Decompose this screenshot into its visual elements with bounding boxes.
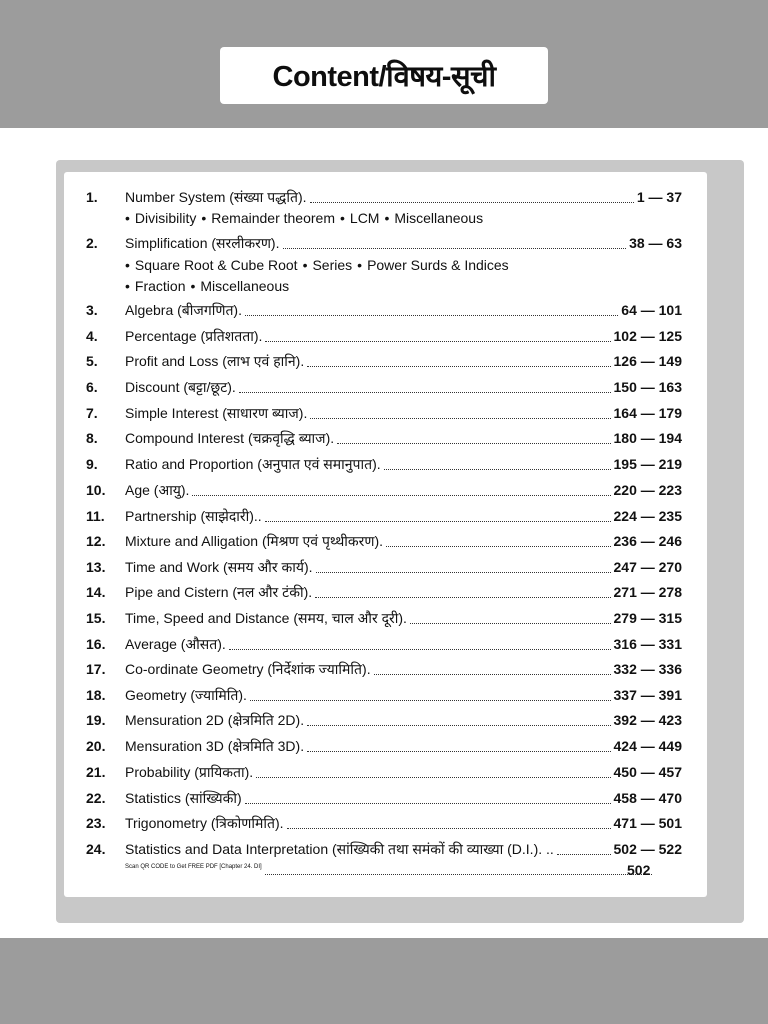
bullet-icon: • bbox=[384, 210, 390, 226]
toc-entry-number: 12. bbox=[86, 533, 106, 549]
subtopic-item: Remainder theorem bbox=[211, 210, 335, 226]
toc-entry-pages: 195 — 219 bbox=[613, 456, 682, 472]
toc-entry-number: 5. bbox=[86, 353, 98, 369]
leader-dots bbox=[250, 700, 611, 701]
bullet-icon: • bbox=[201, 210, 207, 226]
toc-entry-pages: 164 — 179 bbox=[613, 405, 682, 421]
leader-dots bbox=[310, 418, 610, 419]
toc-entry-number: 23. bbox=[86, 815, 106, 831]
leader-dots bbox=[283, 248, 627, 249]
toc-entry-number: 14. bbox=[86, 584, 106, 600]
toc-entry-topic: Partnership (साझेदारी).. bbox=[125, 508, 262, 524]
toc-entry-number: 3. bbox=[86, 302, 98, 318]
toc-entry bbox=[86, 711, 682, 733]
toc-entry-topic: Time and Work (समय और कार्य). bbox=[125, 559, 313, 575]
leader-dots bbox=[245, 315, 618, 316]
toc-entry-pages: 1 — 37 bbox=[636, 189, 682, 205]
toc-entry-pages: 392 — 423 bbox=[613, 712, 682, 728]
toc-entry-topic: Statistics (सांख्यिकी) bbox=[125, 790, 242, 806]
leader-dots bbox=[287, 828, 611, 829]
toc-entry bbox=[86, 609, 682, 631]
toc-entry-pages: 220 — 223 bbox=[613, 482, 682, 498]
leader-dots bbox=[374, 674, 611, 675]
toc-entry-number: 8. bbox=[86, 430, 98, 446]
toc-entry-pages: 247 — 270 bbox=[613, 559, 682, 575]
toc-entry-pages: 316 — 331 bbox=[613, 636, 682, 652]
toc-entry-number: 9. bbox=[86, 456, 98, 472]
footer-band bbox=[0, 938, 768, 1024]
leader-dots bbox=[307, 366, 610, 367]
toc-entry bbox=[86, 352, 682, 374]
toc-entry-number: 22. bbox=[86, 790, 106, 806]
toc-entry-pages: 64 — 101 bbox=[621, 302, 682, 318]
toc-entry bbox=[86, 840, 682, 862]
toc-entry-pages: 502 — 522 bbox=[613, 841, 682, 857]
toc-entry bbox=[86, 378, 682, 400]
toc-entry bbox=[86, 789, 682, 811]
bullet-icon: • bbox=[190, 278, 196, 294]
toc-entry bbox=[86, 532, 682, 554]
toc-entry-topic: Mensuration 3D (क्षेत्रमिति 3D). bbox=[125, 738, 305, 754]
subtopic-item: Divisibility bbox=[134, 210, 197, 226]
toc-entry bbox=[86, 660, 682, 682]
toc-entry bbox=[86, 455, 682, 477]
toc-entry-topic: Number System (संख्या पद्धति). bbox=[125, 189, 307, 205]
qr-note-row bbox=[125, 864, 655, 880]
toc-entry-pages: 224 — 235 bbox=[613, 508, 682, 524]
bullet-icon: • bbox=[302, 257, 308, 273]
leader-dots bbox=[557, 854, 611, 855]
bullet-icon: • bbox=[125, 278, 130, 294]
toc-entry-topic: Probability (प्रायिकता). bbox=[125, 764, 254, 780]
bullet-icon: • bbox=[125, 257, 130, 273]
bullet-icon: • bbox=[357, 257, 363, 273]
toc-entry-pages: 180 — 194 bbox=[613, 430, 682, 446]
subtopic-line bbox=[125, 257, 514, 273]
leader-dots bbox=[265, 521, 611, 522]
toc-entry-pages: 279 — 315 bbox=[613, 610, 682, 626]
toc-entry-topic: Pipe and Cistern (नल और टंकी). bbox=[125, 584, 313, 600]
toc-entry bbox=[86, 429, 682, 451]
page-title: Content/विषय-सूची bbox=[272, 61, 496, 93]
toc-entry-topic: Age (आयु). bbox=[125, 482, 190, 498]
toc-entry-topic: Co-ordinate Geometry (निर्देशांक ज्यामिति). bbox=[125, 661, 371, 677]
subtopic-item: LCM bbox=[349, 210, 380, 226]
leader-dots bbox=[229, 649, 611, 650]
toc-entry-topic: Mensuration 2D (क्षेत्रमिति 2D). bbox=[125, 712, 305, 728]
qr-note-page: 502 bbox=[627, 862, 651, 878]
toc-entry bbox=[86, 763, 682, 785]
toc-entry bbox=[86, 583, 682, 605]
toc-entry bbox=[86, 507, 682, 529]
toc-entry-topic: Simplification (सरलीकरण). bbox=[125, 235, 280, 251]
bullet-icon: • bbox=[125, 210, 130, 226]
leader-dots bbox=[315, 597, 610, 598]
toc-entry-pages: 450 — 457 bbox=[613, 764, 682, 780]
toc-entry-topic: Percentage (प्रतिशतता). bbox=[125, 328, 263, 344]
leader-dots bbox=[316, 572, 611, 573]
toc-entry-topic: Ratio and Proportion (अनुपात एवं समानुपात). bbox=[125, 456, 381, 472]
leader-dots bbox=[386, 546, 610, 547]
toc-entry bbox=[86, 327, 682, 349]
toc-entry-number: 10. bbox=[86, 482, 106, 498]
title-box bbox=[220, 47, 548, 104]
toc-entry-pages: 458 — 470 bbox=[613, 790, 682, 806]
leader-dots bbox=[310, 202, 634, 203]
subtopic-item: Fraction bbox=[134, 278, 186, 294]
leader-dots bbox=[410, 623, 611, 624]
subtopic-line bbox=[125, 210, 488, 226]
toc-entry-number: 16. bbox=[86, 636, 106, 652]
leader-dots bbox=[192, 495, 610, 496]
toc-entry-number: 15. bbox=[86, 610, 106, 626]
toc-entry-topic: Discount (बट्टा/छूट). bbox=[125, 379, 236, 395]
toc-entry-number: 17. bbox=[86, 661, 106, 677]
toc-entry-pages: 236 — 246 bbox=[613, 533, 682, 549]
toc-entry-number: 24. bbox=[86, 841, 106, 857]
toc-entry-pages: 332 — 336 bbox=[613, 661, 682, 677]
subtopic-item: Power Surds & Indices bbox=[367, 257, 509, 273]
toc-entry-number: 20. bbox=[86, 738, 106, 754]
toc-entry-pages: 126 — 149 bbox=[613, 353, 682, 369]
leader-dots bbox=[265, 874, 652, 875]
qr-note: Scan QR CODE to Get FREE PDF [Chapter 24. DI] bbox=[125, 864, 262, 870]
toc-entry-topic: Profit and Loss (लाभ एवं हानि). bbox=[125, 353, 305, 369]
toc-entry-pages: 424 — 449 bbox=[613, 738, 682, 754]
toc-entry-topic: Compound Interest (चक्रवृद्धि ब्याज). bbox=[125, 430, 335, 446]
toc-entry-topic: Average (औसत). bbox=[125, 636, 226, 652]
leader-dots bbox=[307, 725, 610, 726]
toc-entry bbox=[86, 686, 682, 708]
subtopic-item: Square Root & Cube Root bbox=[134, 257, 298, 273]
toc-entry bbox=[86, 814, 682, 836]
toc-entry-number: 1. bbox=[86, 189, 98, 205]
leader-dots bbox=[337, 443, 610, 444]
toc-entry bbox=[86, 481, 682, 503]
toc-entry-number: 7. bbox=[86, 405, 98, 421]
toc-entry bbox=[86, 558, 682, 580]
subtopic-item: Miscellaneous bbox=[200, 278, 290, 294]
leader-dots bbox=[245, 803, 611, 804]
toc-entry-topic: Geometry (ज्यामिति). bbox=[125, 687, 247, 703]
toc-entry-number: 18. bbox=[86, 687, 106, 703]
leader-dots bbox=[239, 392, 611, 393]
leader-dots bbox=[307, 751, 610, 752]
toc-entry-topic: Simple Interest (साधारण ब्याज). bbox=[125, 405, 308, 421]
toc-entry-pages: 38 — 63 bbox=[629, 235, 682, 251]
toc-entry-pages: 337 — 391 bbox=[613, 687, 682, 703]
toc-entry-number: 4. bbox=[86, 328, 98, 344]
toc-entry-number: 11. bbox=[86, 508, 105, 524]
subtopic-item: Series bbox=[312, 257, 353, 273]
toc-entry bbox=[86, 635, 682, 657]
leader-dots bbox=[384, 469, 611, 470]
toc-entry-topic: Time, Speed and Distance (समय, चाल और दूरी). bbox=[125, 610, 407, 626]
toc-entry-pages: 150 — 163 bbox=[613, 379, 682, 395]
toc-entry-topic: Mixture and Alligation (मिश्रण एवं पृथ्थीकरण). bbox=[125, 533, 384, 549]
subtopic-item: Miscellaneous bbox=[394, 210, 484, 226]
toc-entry-pages: 271 — 278 bbox=[613, 584, 682, 600]
toc-entry-topic: Trigonometry (त्रिकोणमिति). bbox=[125, 815, 284, 831]
toc-entry-pages: 471 — 501 bbox=[613, 815, 682, 831]
toc-entry-number: 6. bbox=[86, 379, 98, 395]
toc-entry bbox=[86, 234, 682, 256]
toc-entry bbox=[86, 301, 682, 323]
toc-entry-number: 13. bbox=[86, 559, 106, 575]
leader-dots bbox=[256, 777, 610, 778]
toc-entry-number: 21. bbox=[86, 764, 106, 780]
toc-entry-pages: 102 — 125 bbox=[613, 328, 682, 344]
toc-entry-topic: Statistics and Data Interpretation (सांख्यिकी तथा समंकों की व्याख्या (D.I.). .. bbox=[125, 841, 554, 857]
bullet-icon: • bbox=[340, 210, 345, 226]
subtopic-line bbox=[125, 278, 294, 294]
toc-entry bbox=[86, 404, 682, 426]
toc-entry-topic: Algebra (बीजगणित). bbox=[125, 302, 242, 318]
toc-entry bbox=[86, 188, 682, 210]
toc-entry-number: 2. bbox=[86, 235, 98, 251]
leader-dots bbox=[265, 341, 610, 342]
toc-entry bbox=[86, 737, 682, 759]
toc-entry-number: 19. bbox=[86, 712, 106, 728]
